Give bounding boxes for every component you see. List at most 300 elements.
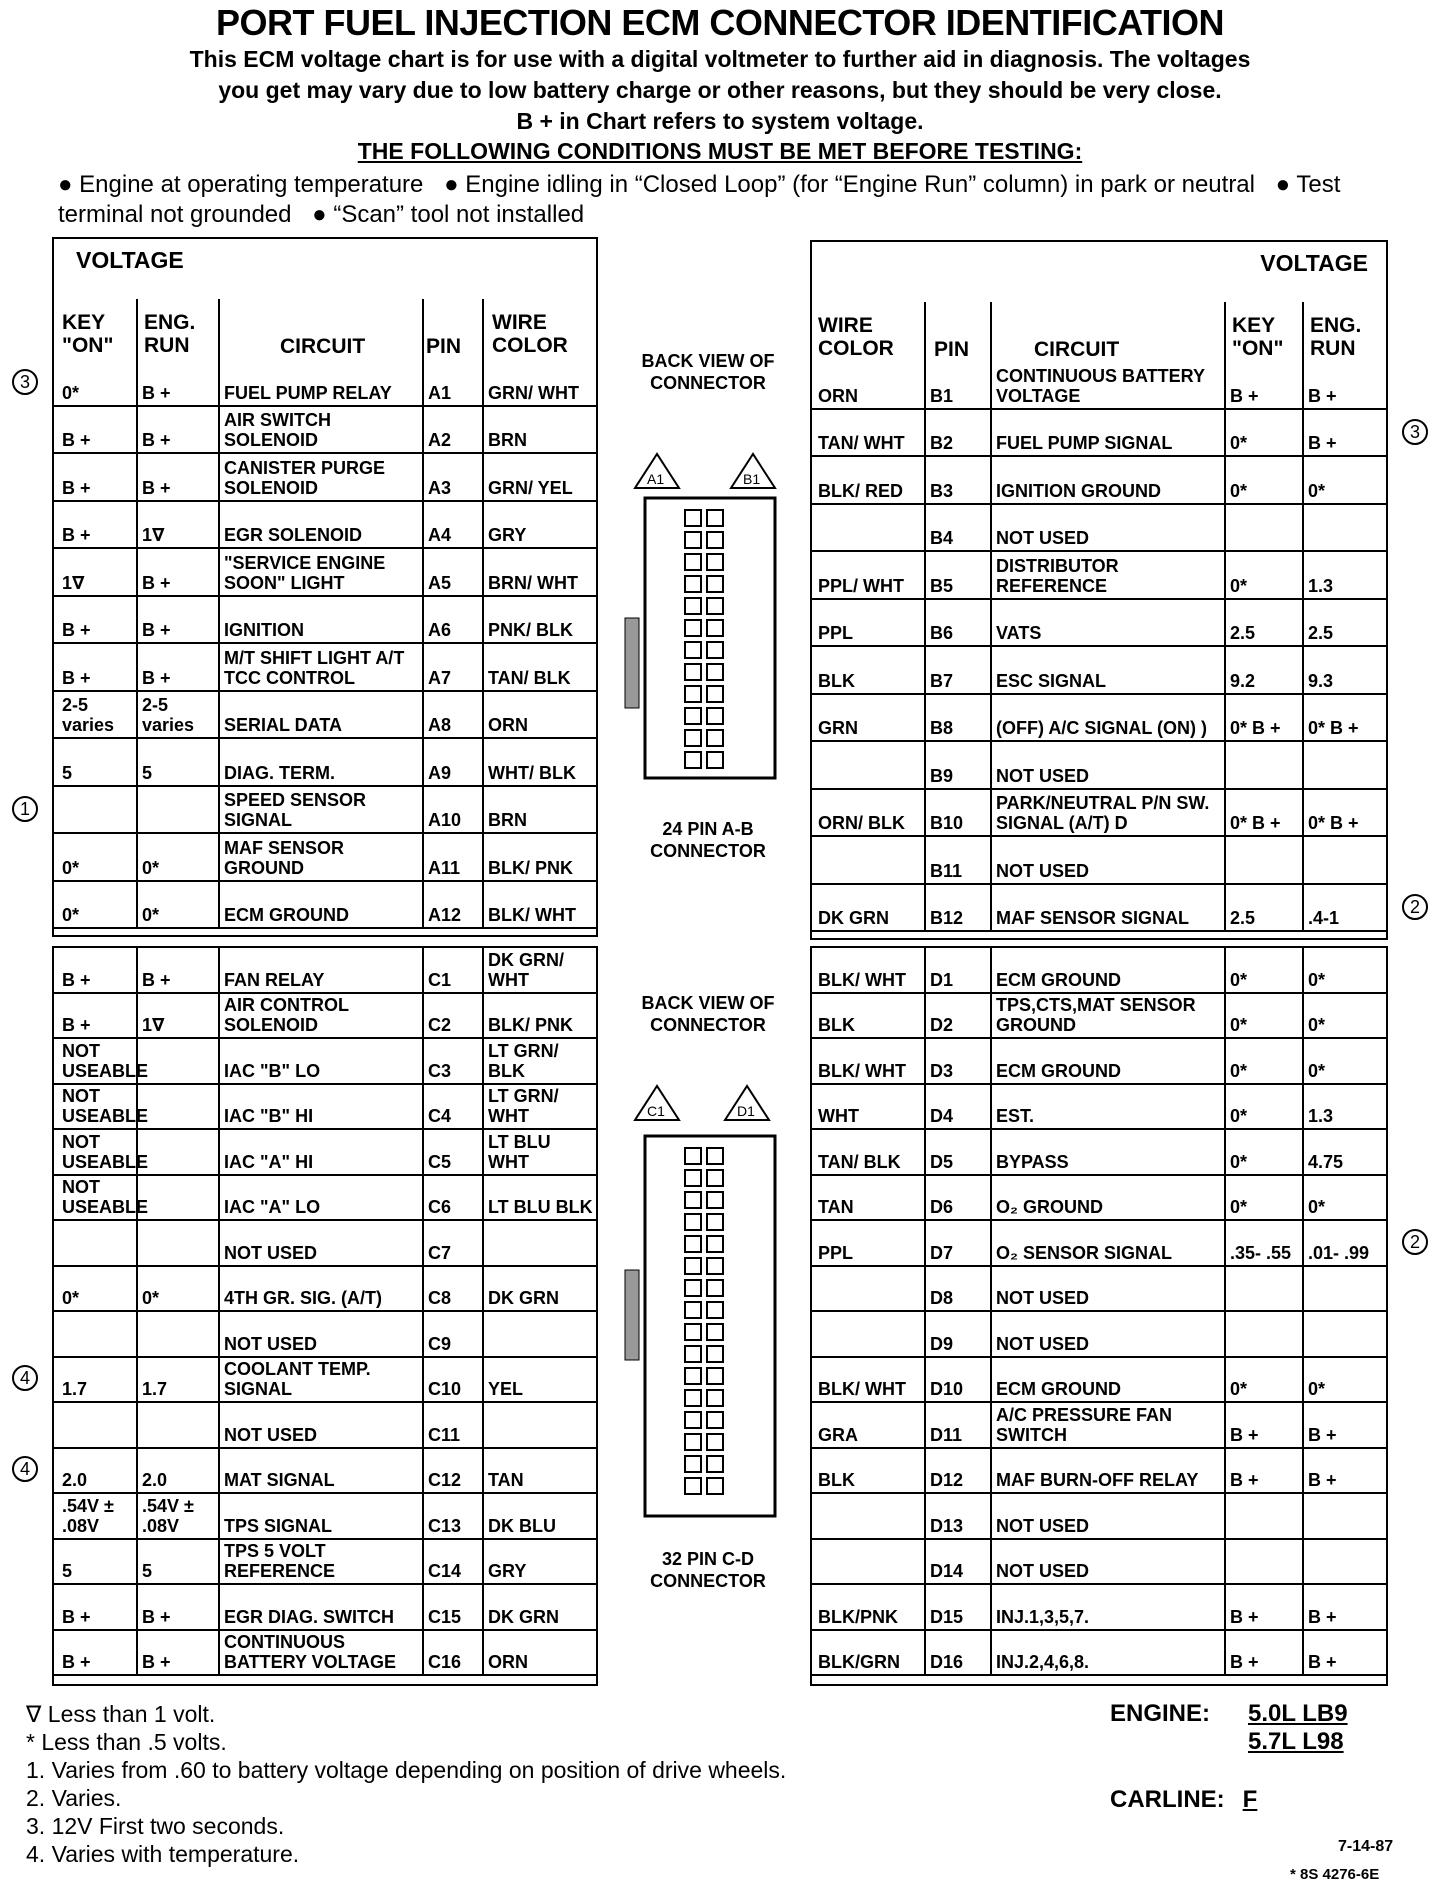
- wire-color-cell: WHT/ BLK: [488, 762, 576, 783]
- pin-cavity: [707, 1346, 723, 1362]
- pin-cell: A3: [428, 477, 452, 498]
- eng-run-cell: 5: [142, 1561, 153, 1581]
- table-a-pins: [52, 237, 598, 937]
- carline-label: CARLINE:: [1110, 1786, 1225, 1813]
- connector-ab-label: 24 PIN A-B CONNECTOR: [650, 819, 766, 861]
- eng-run-cell: B +: [142, 1606, 171, 1627]
- wire-color-cell: GRN/ WHT: [488, 382, 579, 403]
- circuit-cell: FUEL PUMP SIGNAL: [996, 433, 1173, 453]
- pin-cavity: [707, 510, 723, 526]
- wire-color-cell: PPL: [818, 623, 854, 643]
- wire-color-cell: GRY: [488, 1561, 527, 1581]
- column-divider: [1224, 948, 1226, 1676]
- pin-cavity: [707, 532, 723, 548]
- pin-cavity: [707, 1390, 723, 1406]
- pin-cavity: [685, 1434, 701, 1450]
- bullet-icon: ●: [58, 171, 73, 198]
- wire-color-cell: DK BLU: [488, 1515, 556, 1536]
- key-on-cell: 0*: [62, 857, 80, 878]
- doc-number: * 8S 4276-6E: [1290, 1866, 1380, 1883]
- eng-run-cell: 0*: [142, 905, 160, 925]
- pin-cavity: [685, 1346, 701, 1362]
- key-on-cell: 1.7: [62, 1379, 88, 1399]
- pin-cell: B3: [930, 480, 954, 501]
- table-row: [812, 362, 1386, 410]
- table-row: [812, 742, 1386, 790]
- key-on-cell: B +: [62, 667, 91, 688]
- pin-cavity: [707, 598, 723, 614]
- pin-cell: B6: [930, 623, 954, 643]
- key-on-cell: NOT USEABLE: [62, 1086, 149, 1126]
- table-row: [812, 1585, 1386, 1631]
- wire-color-cell: DK GRN: [488, 1288, 559, 1308]
- wire-color-cell: BLK: [818, 1015, 855, 1035]
- key-on-cell: 0*: [1230, 969, 1248, 990]
- pin-cavity: [685, 1412, 701, 1428]
- pin-cell: C1: [428, 969, 452, 990]
- key-on-cell: NOT USEABLE: [62, 1040, 149, 1081]
- table-row: [812, 1449, 1386, 1495]
- pin-cell: C16: [428, 1652, 462, 1672]
- eng-run-cell: 9.3: [1308, 670, 1334, 691]
- pin-cell: B7: [930, 670, 954, 691]
- key-on-cell: B +: [62, 620, 91, 640]
- circuit-cell: MAF SENSOR SIGNAL: [996, 908, 1190, 928]
- table-row: [812, 600, 1386, 648]
- table-d-pins: [810, 946, 1388, 1686]
- column-divider: [1302, 948, 1304, 1676]
- circuit-cell: IAC "A" HI: [224, 1151, 314, 1172]
- wire-color-cell: BRN/ WHT: [488, 572, 578, 593]
- pin-header: PIN: [934, 338, 970, 361]
- table-row: [812, 994, 1386, 1040]
- key-on-cell: 0* B +: [1230, 813, 1281, 833]
- pin-cell: D14: [930, 1561, 964, 1581]
- circuit-cell: IGNITION: [224, 620, 304, 640]
- date: 7-14-87: [1338, 1838, 1394, 1855]
- pin-cell: C13: [428, 1515, 462, 1536]
- engine-value: 5.7L L98: [1248, 1728, 1344, 1755]
- wire-color-cell: ORN: [488, 1652, 528, 1672]
- table-c-pins: [52, 946, 598, 1686]
- table-row: [812, 837, 1386, 885]
- eng-run-cell: B +: [142, 382, 171, 403]
- wire-color-cell: GRY: [488, 525, 527, 545]
- pin-cell: D12: [930, 1470, 964, 1490]
- circuit-cell: TPS SIGNAL: [224, 1515, 333, 1536]
- intro-line: you get may vary due to low battery charge or other reasons, but they should be very close.: [218, 77, 1222, 103]
- column-divider: [218, 948, 220, 1676]
- column-divider: [924, 948, 926, 1676]
- key-on-cell: 2.5: [1230, 623, 1256, 643]
- footnote: 2. Varies.: [26, 1785, 122, 1811]
- eng-run-cell: 1.3: [1308, 1106, 1334, 1126]
- pin-cell: B1: [930, 385, 954, 406]
- conditions-heading: THE FOLLOWING CONDITIONS MUST BE MET BEFORE TESTING:: [357, 138, 1083, 164]
- key-on-cell: 9.2: [1230, 670, 1256, 691]
- carline-value: F: [1242, 1786, 1258, 1813]
- pin-c1-label: C1: [647, 1103, 665, 1119]
- circuit-header: CIRCUIT: [1034, 338, 1120, 361]
- engine-label: ENGINE:: [1110, 1700, 1211, 1727]
- pin-cavity: [685, 1324, 701, 1340]
- eng-run-header: [144, 311, 214, 357]
- key-on-cell: B +: [62, 1606, 91, 1627]
- pin-cell: C12: [428, 1470, 462, 1490]
- eng-run-cell: 0*: [142, 857, 160, 878]
- footnotes: [26, 1700, 786, 1868]
- pin-cavity: [685, 1302, 701, 1318]
- eng-run-cell: .01- .99: [1308, 1242, 1370, 1263]
- key-on-cell: B +: [62, 969, 91, 990]
- pin-cavity: [707, 1280, 723, 1296]
- table-row: [812, 1358, 1386, 1404]
- column-divider: [218, 299, 220, 929]
- eng-run-cell: B +: [142, 620, 171, 640]
- circuit-cell: NOT USED: [996, 765, 1090, 786]
- key-on-cell: 0*: [1230, 480, 1248, 501]
- pin-cavity: [685, 532, 701, 548]
- column-divider: [136, 299, 138, 929]
- circuit-cell: NOT USED: [996, 528, 1090, 548]
- pin-cavity: [707, 664, 723, 680]
- circuit-cell: NOT USED: [996, 860, 1090, 881]
- pin-cell: D7: [930, 1242, 954, 1263]
- circuit-cell: NOT USED: [996, 1288, 1090, 1308]
- column-divider: [422, 948, 424, 1676]
- pin-cell: A12: [428, 905, 462, 925]
- key-on-cell: B +: [1230, 1424, 1259, 1445]
- key-on-cell: 0*: [62, 1288, 80, 1308]
- circuit-cell: O₂ GROUND: [996, 1197, 1103, 1217]
- footnote-marker: 4: [12, 1456, 38, 1482]
- eng-run-cell: .4-1: [1308, 908, 1340, 928]
- circuit-cell: NOT USED: [996, 1561, 1090, 1581]
- wire-color-cell: PPL: [818, 1242, 854, 1263]
- wire-color-cell: DK GRN/ WHT: [488, 949, 564, 990]
- pin-cavity: [707, 1324, 723, 1340]
- table-row: [812, 1085, 1386, 1131]
- eng-run-header-label: ENG. RUN: [144, 311, 196, 357]
- eng-run-cell: 0* B +: [1308, 718, 1359, 738]
- circuit-cell: MAF SENSOR GROUND: [224, 837, 345, 878]
- eng-run-cell: .54V ± .08V: [142, 1495, 194, 1536]
- circuit-cell: DIAG. TERM.: [224, 762, 335, 783]
- connector-cd-diagram: [615, 1080, 795, 1540]
- pin-cavity: [707, 730, 723, 746]
- circuit-cell: SERIAL DATA: [224, 715, 343, 735]
- footnote-marker: 3: [1402, 419, 1428, 445]
- pin-cavity: [707, 1478, 723, 1494]
- footnote: * Less than .5 volts.: [26, 1729, 227, 1755]
- pin-cell: B11: [930, 860, 963, 881]
- circuit-cell: (OFF) A/C SIGNAL (ON) ): [996, 718, 1207, 738]
- eng-run-cell: 0*: [1308, 480, 1326, 501]
- key-on-cell: B +: [62, 477, 91, 498]
- pin-cell: A5: [428, 572, 452, 593]
- circuit-cell: ECM GROUND: [996, 969, 1121, 990]
- table-row: [812, 1403, 1386, 1449]
- pin-header: PIN: [426, 335, 462, 358]
- eng-run-cell: B +: [1308, 385, 1337, 406]
- pin-cavity: [685, 598, 701, 614]
- eng-run-cell: B +: [142, 1652, 171, 1672]
- pin-cell: C7: [428, 1242, 452, 1263]
- pin-cell: D13: [930, 1515, 964, 1536]
- wire-color-cell: LT GRN/ BLK: [488, 1040, 559, 1081]
- eng-run-cell: B +: [142, 477, 171, 498]
- circuit-cell: 4TH GR. SIG. (A/T): [224, 1288, 383, 1308]
- circuit-cell: COOLANT TEMP. SIGNAL: [224, 1359, 371, 1399]
- column-divider: [990, 948, 992, 1676]
- circuit-cell: AIR SWITCH SOLENOID: [224, 410, 331, 450]
- pin-cavity: [685, 1170, 701, 1186]
- wire-color-cell: GRN/ YEL: [488, 477, 573, 498]
- key-on-cell: 0*: [1230, 1197, 1248, 1217]
- pin-cavity: [707, 576, 723, 592]
- column-divider: [482, 948, 484, 1676]
- key-on-header-label: KEY "ON": [62, 311, 114, 357]
- pin-cell: C8: [428, 1288, 452, 1308]
- circuit-cell: BYPASS: [996, 1151, 1069, 1172]
- circuit-cell: MAF BURN-OFF RELAY: [996, 1470, 1199, 1490]
- pin-cell: C11: [428, 1424, 461, 1445]
- bullet-icon: ●: [444, 171, 459, 198]
- table-row: [812, 1221, 1386, 1267]
- pin-cavity: [707, 1170, 723, 1186]
- pin-cell: C2: [428, 1015, 452, 1035]
- connector-cd-back-view-label: BACK VIEW OF CONNECTOR: [641, 993, 775, 1035]
- table-row: [812, 647, 1386, 695]
- table-row: [812, 1312, 1386, 1358]
- pin-cell: D1: [930, 969, 954, 990]
- eng-run-cell: 0*: [1308, 1060, 1326, 1081]
- pin-cell: B4: [930, 528, 954, 548]
- eng-run-cell: B +: [1308, 1652, 1337, 1672]
- table-b-pins: [810, 240, 1388, 940]
- wire-color-cell: ORN: [818, 385, 858, 406]
- pin-cavity: [685, 1148, 701, 1164]
- wire-color-cell: PPL/ WHT: [818, 575, 904, 596]
- column-divider: [1302, 302, 1304, 932]
- eng-run-cell: 2.5: [1308, 623, 1334, 643]
- wire-color-cell: TAN: [818, 1197, 854, 1217]
- pin-cavity: [707, 708, 723, 724]
- pin-cell: C3: [428, 1060, 452, 1081]
- pin-cell: D9: [930, 1333, 954, 1354]
- table-row: [812, 885, 1386, 933]
- footnote-marker: 2: [1402, 1229, 1428, 1255]
- bullet-icon: ●: [1275, 171, 1291, 198]
- pin-cavity: [685, 1214, 701, 1230]
- pin-cavity: [707, 620, 723, 636]
- pin-cavity: [685, 752, 701, 768]
- eng-run-cell: 2.0: [142, 1470, 168, 1490]
- pin-cavity: [707, 1236, 723, 1252]
- connector-ab-back-view-label: BACK VIEW OF CONNECTOR: [641, 351, 775, 393]
- pin-cell: A7: [428, 667, 452, 688]
- key-on-cell: 0* B +: [1230, 718, 1281, 738]
- circuit-cell: ECM GROUND: [996, 1060, 1121, 1081]
- circuit-cell: INJ.1,3,5,7.: [996, 1606, 1090, 1627]
- pin-cavity: [707, 1192, 723, 1208]
- intro-line: B + in Chart refers to system voltage.: [516, 108, 924, 134]
- circuit-cell: SPEED SENSOR SIGNAL: [224, 790, 367, 830]
- wire-color-header: [818, 314, 908, 360]
- pin-cavity: [685, 1280, 701, 1296]
- pin-cavity: [685, 642, 701, 658]
- circuit-cell: FAN RELAY: [224, 969, 325, 990]
- pin-cavity: [707, 1148, 723, 1164]
- circuit-header: CIRCUIT: [280, 335, 366, 358]
- key-on-cell: 0*: [1230, 575, 1248, 596]
- key-on-cell: B +: [62, 1015, 91, 1035]
- table-row: [812, 790, 1386, 838]
- key-on-cell: .35- .55: [1230, 1242, 1292, 1263]
- conditions-list: [58, 170, 1398, 230]
- pin-cell: D4: [930, 1106, 954, 1126]
- connector-cd-latch: [625, 1270, 639, 1360]
- pin-cell: D11: [930, 1424, 963, 1445]
- circuit-cell: CONTINUOUS BATTERY VOLTAGE: [996, 365, 1205, 406]
- pin-cavity: [685, 1456, 701, 1472]
- table-row: [812, 948, 1386, 994]
- wire-color-cell: TAN/ BLK: [488, 667, 571, 688]
- eng-run-cell: 1∇: [142, 1015, 165, 1035]
- table-row: [812, 1540, 1386, 1586]
- condition-item: Engine idling in “Closed Loop” (for “Engine Run” column) in park or neutral: [465, 171, 1255, 198]
- circuit-cell: EGR SOLENOID: [224, 525, 363, 545]
- circuit-cell: NOT USED: [996, 1333, 1090, 1354]
- key-on-cell: B +: [1230, 1606, 1259, 1627]
- table-row: [812, 457, 1386, 505]
- pin-cavity: [685, 510, 701, 526]
- table-row: [812, 410, 1386, 458]
- eng-run-cell: 1.7: [142, 1379, 168, 1399]
- pin-cell: B8: [930, 718, 954, 738]
- pin-cell: A4: [428, 525, 452, 545]
- wire-color-cell: BRN: [488, 810, 527, 830]
- circuit-cell: MAT SIGNAL: [224, 1470, 335, 1490]
- pin-cell: A8: [428, 715, 452, 735]
- eng-run-cell: 0*: [1308, 1197, 1326, 1217]
- key-on-header: [62, 311, 122, 357]
- pin-cell: D8: [930, 1288, 954, 1308]
- pin-cavity: [685, 1390, 701, 1406]
- circuit-cell: NOT USED: [996, 1515, 1090, 1536]
- pin-cavity: [685, 1478, 701, 1494]
- eng-run-cell: B +: [142, 430, 171, 450]
- footnote: ∇ Less than 1 volt.: [26, 1701, 216, 1727]
- key-on-cell: 5: [62, 1561, 73, 1581]
- wire-color-cell: BLK/GRN: [818, 1652, 900, 1672]
- key-on-cell: 1∇: [62, 572, 85, 593]
- bullet-icon: ●: [312, 201, 327, 228]
- circuit-cell: ECM GROUND: [224, 905, 349, 925]
- connector-ab-diagram: [615, 448, 795, 808]
- pin-cell: D3: [930, 1060, 954, 1081]
- circuit-cell: PARK/NEUTRAL P/N SW. SIGNAL (A/T) D: [996, 793, 1210, 833]
- pin-cavity: [707, 642, 723, 658]
- wire-color-cell: BLK/ WHT: [488, 905, 576, 925]
- footnote: 1. Varies from .60 to battery voltage depending on position of drive wheels.: [26, 1757, 787, 1783]
- pin-cavity: [685, 686, 701, 702]
- circuit-cell: A/C PRESSURE FAN SWITCH: [996, 1404, 1173, 1445]
- table-row: [812, 695, 1386, 743]
- key-on-cell: 0*: [1230, 1151, 1248, 1172]
- key-on-cell: 0*: [62, 382, 80, 403]
- wire-color-cell: DK GRN: [818, 908, 889, 928]
- pin-cell: D5: [930, 1151, 954, 1172]
- key-on-cell: B +: [1230, 385, 1259, 406]
- condition-item: “Scan” tool not installed: [333, 201, 585, 228]
- eng-run-cell: B +: [1308, 433, 1337, 453]
- circuit-cell: TPS 5 VOLT REFERENCE: [224, 1541, 336, 1581]
- condition-item: Test terminal not grounded: [58, 171, 1341, 228]
- key-on-cell: B +: [62, 525, 91, 545]
- pin-cavity: [707, 1434, 723, 1450]
- footnote-marker: 2: [1402, 894, 1428, 920]
- intro-text: [40, 44, 1400, 137]
- table-row: [812, 1130, 1386, 1176]
- key-on-cell: NOT USEABLE: [62, 1131, 149, 1172]
- pin-cavity: [707, 1302, 723, 1318]
- wire-color-cell: BLK/ RED: [818, 480, 903, 501]
- eng-run-cell: B +: [142, 667, 171, 688]
- wire-color-cell: BLK/ PNK: [488, 1015, 573, 1035]
- table-row: [812, 1494, 1386, 1540]
- circuit-cell: NOT USED: [224, 1424, 318, 1445]
- key-on-cell: B +: [1230, 1470, 1259, 1490]
- pin-cell: D2: [930, 1015, 954, 1035]
- wire-color-cell: LT GRN/ WHT: [488, 1086, 559, 1126]
- wire-color-cell: ORN: [488, 715, 528, 735]
- eng-run-cell: B +: [142, 572, 171, 593]
- circuit-cell: NOT USED: [224, 1333, 318, 1354]
- pin-cell: D16: [930, 1652, 964, 1672]
- column-divider: [136, 948, 138, 1676]
- table-row: [812, 1039, 1386, 1085]
- wire-color-cell: BLK: [818, 670, 855, 691]
- key-on-cell: 0*: [1230, 1106, 1248, 1126]
- circuit-cell: IGNITION GROUND: [996, 480, 1161, 501]
- eng-run-cell: 0*: [142, 1288, 160, 1308]
- eng-run-cell: 0*: [1308, 1379, 1326, 1399]
- pin-cell: B12: [930, 908, 964, 928]
- connector-ab-latch: [625, 618, 639, 708]
- pin-cell: C10: [428, 1379, 462, 1399]
- key-on-header: [1232, 314, 1296, 360]
- eng-run-cell: 0*: [1308, 969, 1326, 990]
- pin-cavity: [707, 1368, 723, 1384]
- wire-color-cell: DK GRN: [488, 1606, 559, 1627]
- wire-color-cell: LT BLU BLK: [488, 1197, 593, 1217]
- eng-run-cell: 0*: [1308, 1015, 1326, 1035]
- wire-color-cell: BLK: [818, 1470, 855, 1490]
- circuit-cell: NOT USED: [224, 1242, 318, 1263]
- pin-cavity: [707, 686, 723, 702]
- eng-run-cell: B +: [142, 969, 171, 990]
- pin-cell: C15: [428, 1606, 462, 1627]
- circuit-cell: "SERVICE ENGINE SOON" LIGHT: [224, 552, 386, 593]
- engine-value: 5.0L LB9: [1248, 1700, 1348, 1727]
- pin-cell: C6: [428, 1197, 452, 1217]
- pin-cell: D6: [930, 1197, 954, 1217]
- pin-cell: C9: [428, 1333, 452, 1354]
- eng-run-cell: 0* B +: [1308, 813, 1359, 833]
- pin-cell: A10: [428, 810, 462, 830]
- pin-cavity: [685, 620, 701, 636]
